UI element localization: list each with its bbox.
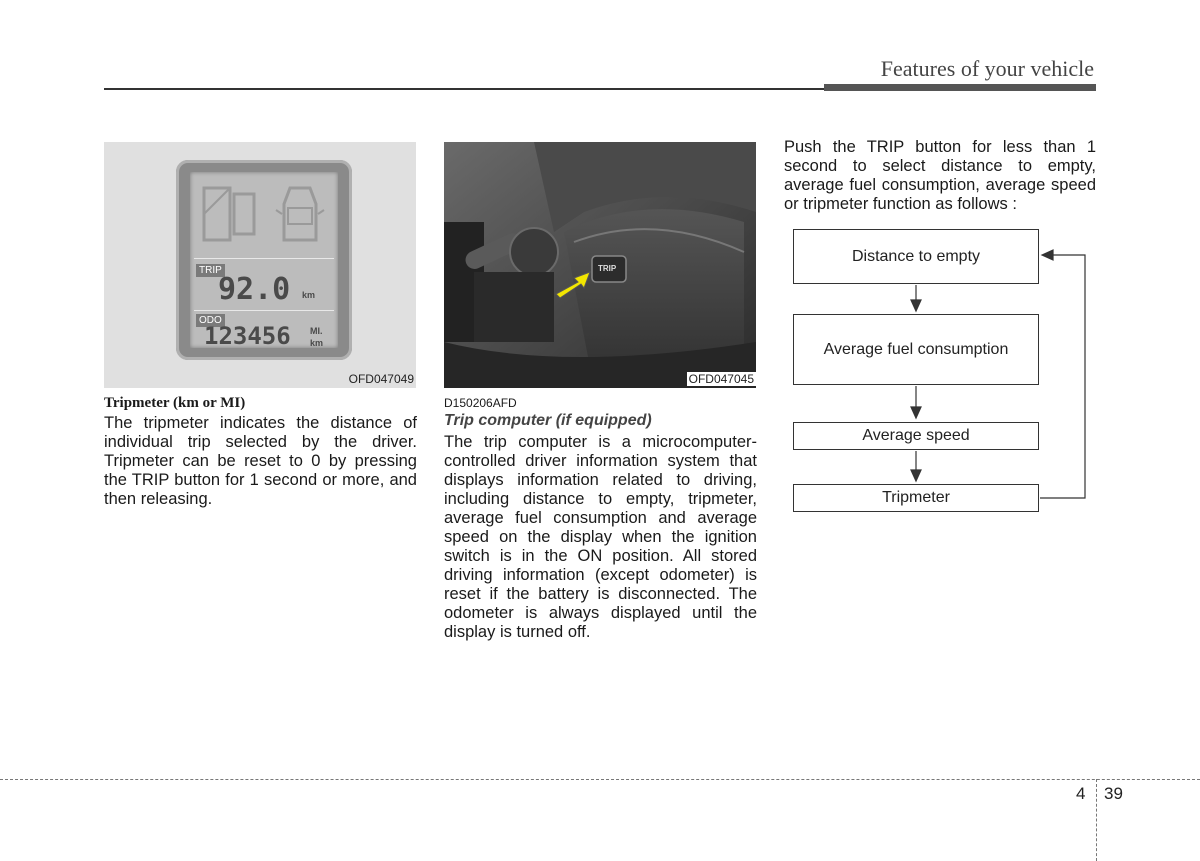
tripmeter-heading: Tripmeter (km or MI) xyxy=(104,395,246,411)
odo-unit-km: km xyxy=(310,338,324,348)
trip-button-instructions: Push the TRIP button for less than 1 second to select distance to empty, average fuel consumption, average speed or tripmeter function as follows : xyxy=(784,138,1096,213)
figure-code: OFD047045 xyxy=(688,372,754,386)
trip-unit: km xyxy=(302,290,316,300)
odo-tag: ODO xyxy=(196,314,225,327)
flow-step-label: Distance to empty xyxy=(851,247,981,265)
figure-code: OFD047049 xyxy=(348,372,414,386)
tripmeter-body: The tripmeter indicates the distance of individual trip selected by the driver. Tripmeter can be reset to 0 by pressing the TRIP button for 1 second or more, and then releasing. xyxy=(104,414,417,508)
trip-computer-heading: Trip computer (if equipped) xyxy=(444,412,652,429)
flow-step-label: Average speed xyxy=(862,427,970,444)
trip-value: 92.0 xyxy=(218,272,291,307)
page-header-title: Features of your vehicle xyxy=(880,56,1094,81)
chapter-number: 4 xyxy=(1076,784,1086,803)
flow-step-label: Tripmeter xyxy=(882,489,950,506)
flow-step-label: Average fuel consumption xyxy=(823,340,1009,358)
reference-code: D150206AFD xyxy=(444,396,517,410)
footer-rule xyxy=(0,779,1200,780)
trip-tag: TRIP xyxy=(196,264,225,277)
odo-value: 123456 xyxy=(204,322,291,350)
trip-computer-body: The trip computer is a microcomputer-controlled driver information system that displays information related to driving, including distance to empty, tripmeter, average fuel consumption and average speed on the display when the ignition switch is in the ON position. All stored driving information (except odometer) is reset if the battery is disconnected. The odometer is always displayed until the display is turned off. xyxy=(444,433,757,641)
trip-button-label: TRIP xyxy=(598,264,617,273)
page-number: 39 xyxy=(1104,784,1123,803)
odo-unit-miles: MI. xyxy=(310,326,323,336)
footer-divider xyxy=(1096,779,1097,861)
